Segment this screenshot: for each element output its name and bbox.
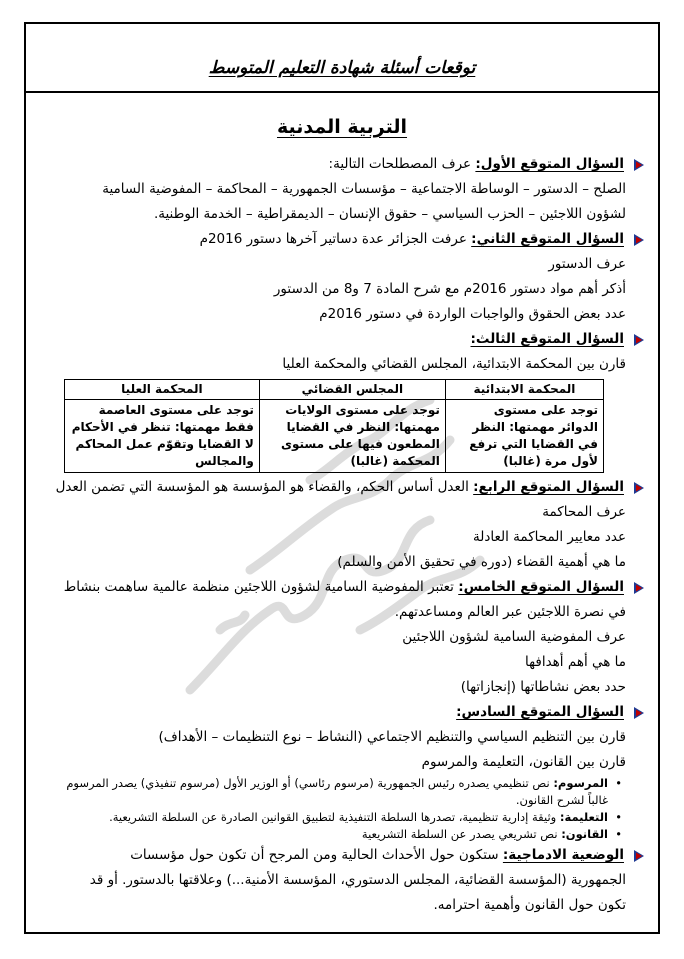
list-item (44, 775, 622, 809)
table-header-cell: المجلس القضائي (259, 380, 445, 400)
definition-term: التعليمة: (559, 810, 608, 824)
bullet-arrow-icon (628, 850, 644, 862)
bullet-arrow-icon (628, 707, 644, 719)
question-label: السؤال المتوقع السادس: (456, 704, 624, 720)
question-1 (44, 152, 644, 227)
question-prompt: العدل أساس الحكم، والقضاء هو المؤسسة هو المؤسسة التي تضمن العدل (55, 479, 469, 495)
question-item: ما هي أهمية القضاء (دوره في تحقيق الأمن والسلم) (337, 554, 626, 570)
bullet-arrow-icon (628, 482, 644, 494)
question-item: حدد بعض نشاطاتها (إنجازاتها) (460, 679, 626, 695)
question-item: عرف المحاكمة (542, 504, 626, 520)
list-item (44, 826, 622, 843)
question-item: عدد بعض الحقوق والواجبات الواردة في دستور 2016م (319, 306, 626, 322)
question-label: السؤال المتوقع الرابع: (473, 479, 624, 495)
question-5 (44, 575, 644, 700)
question-label: السؤال المتوقع الثالث: (470, 331, 624, 347)
bullet-arrow-icon (628, 159, 644, 171)
bullet-arrow-icon (628, 234, 644, 246)
definition-text: نص تنظيمي يصدره رئيس الجمهورية (مرسوم رئاسي) أو الوزير الأول (مرسوم تنفيذي) يصدر المرسوم غالباً لشرح القانون. (66, 776, 608, 807)
question-label: الوضعية الادماجية: (502, 847, 624, 863)
question-item: أذكر أهم مواد دستور 2016م مع شرح المادة 7 و8 من الدستور (273, 281, 626, 297)
question-item: عرف الدستور (548, 256, 626, 272)
table-cell: توجد على مستوى الولايات مهمتها: النظر في القضايا المطعون فيها على مستوى المحكمة (غالبا) (259, 400, 445, 473)
comparison-table (64, 379, 604, 473)
content-body (44, 152, 644, 918)
question-prompt: قارن بين المحكمة الابتدائية، المجلس القضائي والمحكمة العليا (282, 356, 626, 372)
definition-term: القانون: (561, 827, 608, 841)
table-header-cell: المحكمة الابتدائية (445, 380, 603, 400)
question-prompt: عرفت الجزائر عدة دساتير آخرها دستور 2016م (199, 231, 467, 247)
question-item: عرف المفوضية السامية لشؤون اللاجئين (402, 629, 626, 645)
table-header-row (65, 380, 604, 400)
question-prompt: عرف المصطلحات التالية: (328, 156, 472, 172)
bullet-arrow-icon (628, 582, 644, 594)
question-4 (44, 475, 644, 575)
integration-situation (44, 843, 644, 918)
definitions-list (44, 775, 622, 843)
question-item: ما هي أهم أهدافها (525, 654, 626, 670)
definition-term: المرسوم: (553, 776, 608, 790)
definition-text: وثيقة إدارية تنظيمية، تصدرها السلطة التنفيذية لتطبيق القوانين الصادرة عن السلطة التشريعية. (109, 810, 557, 824)
definition-text: نص تشريعي يصدر عن السلطة التشريعية (361, 827, 558, 841)
question-label: السؤال المتوقع الثاني: (471, 231, 624, 247)
question-item: عدد معايير المحاكمة العادلة (473, 529, 626, 545)
question-3 (44, 327, 644, 473)
table-row (65, 400, 604, 473)
question-prompt: تعتبر المفوضية السامية لشؤون اللاجئين منظمة عالمية ساهمت بنشاط (63, 579, 454, 595)
question-prompt-continued: في نصرة اللاجئين عبر العالم ومساعدتهم. (394, 604, 626, 620)
question-2 (44, 227, 644, 327)
question-label: السؤال المتوقع الأول: (475, 156, 624, 172)
subject-title: التربية المدنية (276, 116, 408, 138)
question-6 (44, 700, 644, 843)
list-item (44, 809, 622, 826)
integration-text: تكون حول القانون وأهمية احترامه. (433, 897, 626, 913)
page-title: توقعات أسئلة شهادة التعليم المتوسط (208, 58, 476, 78)
term-list-line: لشؤون اللاجئين – الحزب السياسي – حقوق الإنسان – الديمقراطية – الخدمة الوطنية. (153, 206, 626, 222)
table-header-cell: المحكمة العليا (65, 380, 260, 400)
integration-text: ستكون حول الأحداث الحالية ومن المرجح أن تكون حول مؤسسات (130, 847, 499, 863)
integration-text: الجمهورية (المؤسسة القضائية، المجلس الدستوري، المؤسسة الأمنية...) وعلاقتها بالدستور. أو قد (89, 872, 626, 888)
question-item: قارن بين التنظيم السياسي والتنظيم الاجتماعي (النشاط – نوع التنظيمات – الأهداف) (158, 729, 626, 745)
question-item: قارن بين القانون، التعليمة والمرسوم (421, 754, 626, 770)
table-cell: توجد على مستوى العاصمة فقط مهمتها: تنظر في الأحكام لا القضايا وتقوّم عمل المحاكم والمجالس (65, 400, 260, 473)
bullet-arrow-icon (628, 334, 644, 346)
question-label: السؤال المتوقع الخامس: (458, 579, 624, 595)
term-list-line: الصلح – الدستور – الوساطة الاجتماعية – مؤسسات الجمهورية – المحاكمة – المفوضية السامية (102, 181, 626, 197)
table-cell: توجد على مستوى الدوائر مهمتها: النظر في القضايا التي ترفع لأول مرة (غالبا) (445, 400, 603, 473)
header-divider (24, 91, 660, 93)
